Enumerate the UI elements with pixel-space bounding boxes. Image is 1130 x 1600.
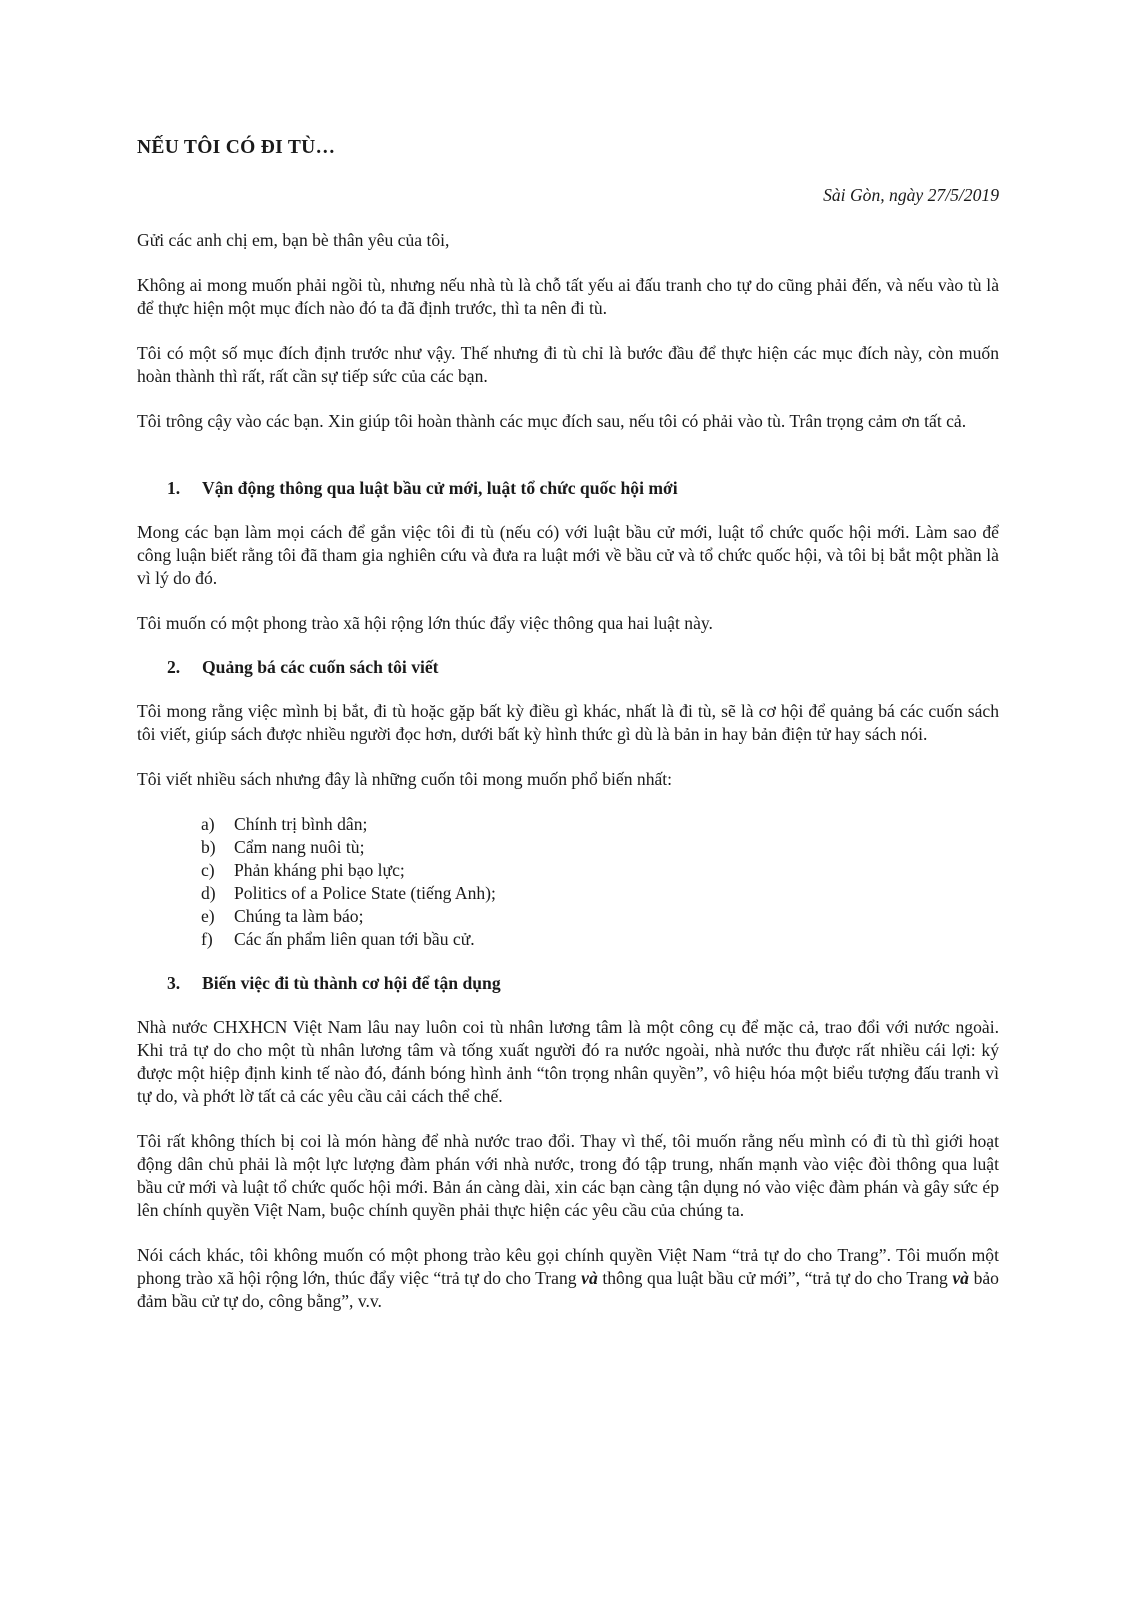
list-item-label: e) — [201, 906, 215, 926]
list-item-text: Chính trị bình dân; — [234, 814, 368, 834]
list-item — [201, 905, 999, 928]
list-item-text: Politics of a Police State (tiếng Anh); — [234, 883, 496, 903]
intro-paragraph-3: Tôi trông cậy vào các bạn. Xin giúp tôi hoàn thành các mục đích sau, nếu tôi có phải vào tù. Trân trọng cảm ơn tất cả. — [137, 411, 967, 431]
section-3-closing-paragraph — [137, 1244, 999, 1313]
list-item-label: c) — [201, 860, 215, 880]
list-item — [201, 813, 999, 836]
document-body — [137, 229, 999, 1335]
list-item — [201, 882, 999, 905]
section-number: 2. — [167, 657, 181, 677]
closing-text-1: Nói cách khác, tôi không muốn có một phong trào kêu gọi chính quyền Việt Nam “trả tự do cho Trang”. Tôi muốn một phong trào xã hội rộng lớn, thúc đẩy việc “trả tự do cho Trang — [137, 1245, 999, 1288]
book-list — [137, 813, 999, 951]
salutation: Gửi các anh chị em, bạn bè thân yêu của tôi, — [137, 230, 450, 250]
section-3-paragraph-2: Tôi rất không thích bị coi là món hàng để nhà nước trao đổi. Thay vì thế, tôi muốn rằng nếu mình có đi tù thì giới hoạt động dân chủ phải là một lực lượng đàm phán với nhà nước, trong đó tập trung, nhấn mạnh vào việc đòi thông qua luật bầu cử mới và luật tổ chức quốc hội mới. Bản án càng dài, xin các bạn càng tận dụng nó vào việc đàm phán và gây sức ép lên chính quyền Việt Nam, buộc chính quyền phải thực hiện các yêu cầu của chúng ta. — [137, 1131, 999, 1220]
section-title: Vận động thông qua luật bầu cử mới, luật tổ chức quốc hội mới — [202, 478, 678, 498]
document-title: NẾU TÔI CÓ ĐI TÙ… — [137, 137, 336, 158]
section-number: 1. — [167, 478, 181, 498]
closing-emphasis-2: và — [952, 1268, 969, 1288]
section-1-paragraph-2: Tôi muốn có một phong trào xã hội rộng lớn thúc đẩy việc thông qua hai luật này. — [137, 613, 713, 633]
list-item-label: a) — [201, 814, 215, 834]
list-item-text: Cẩm nang nuôi tù; — [234, 837, 365, 857]
dateline: Sài Gòn, ngày 27/5/2019 — [823, 185, 999, 205]
intro-paragraph-2: Tôi có một số mục đích định trước như vậy. Thế nhưng đi tù chỉ là bước đầu để thực hiện các mục đích này, còn muốn hoàn thành thì rất, rất cần sự tiếp sức của các bạn. — [137, 343, 999, 386]
section-2-heading — [137, 656, 999, 679]
list-item — [201, 928, 999, 951]
section-2-paragraph-2: Tôi viết nhiều sách nhưng đây là những cuốn tôi mong muốn phổ biến nhất: — [137, 769, 673, 789]
closing-text-3: bảo đảm bầu cử tự do, công bằng”, v.v. — [137, 1268, 999, 1311]
section-1-paragraph-1: Mong các bạn làm mọi cách để gắn việc tôi đi tù (nếu có) với luật bầu cử mới, luật tổ chức quốc hội mới. Làm sao để công luận biết rằng tôi đã tham gia nghiên cứu và đưa ra luật mới về bầu cử và tổ chức quốc hội, và tôi bị bắt một phần là vì lý do đó. — [137, 522, 999, 588]
list-item-label: b) — [201, 837, 216, 857]
intro-paragraph-1: Không ai mong muốn phải ngồi tù, nhưng nếu nhà tù là chỗ tất yếu ai đấu tranh cho tự do cũng phải đến, và nếu vào tù là để thực hiện một mục đích nào đó ta đã định trước, thì ta nên đi tù. — [137, 275, 999, 318]
section-2-paragraph-1: Tôi mong rằng việc mình bị bắt, đi tù hoặc gặp bất kỳ điều gì khác, nhất là đi tù, sẽ là cơ hội để quảng bá các cuốn sách tôi viết, giúp sách được nhiều người đọc hơn, dưới bất kỳ hình thức gì dù là bản in hay bản điện tử hay sách nói. — [137, 701, 999, 744]
closing-emphasis-1: và — [581, 1268, 598, 1288]
list-item-text: Chúng ta làm báo; — [234, 906, 364, 926]
closing-text-2: thông qua luật bầu cử mới”, “trả tự do cho Trang — [597, 1268, 953, 1288]
section-title: Biến việc đi tù thành cơ hội để tận dụng — [202, 973, 501, 993]
list-item-text: Phản kháng phi bạo lực; — [234, 860, 405, 880]
section-title: Quảng bá các cuốn sách tôi viết — [202, 657, 439, 677]
list-item — [201, 859, 999, 882]
list-item-text: Các ấn phẩm liên quan tới bầu cử. — [234, 929, 475, 949]
section-1-heading — [137, 477, 999, 500]
section-3-heading — [137, 972, 999, 995]
list-item-label: d) — [201, 883, 216, 903]
section-number: 3. — [167, 973, 181, 993]
list-item-label: f) — [201, 929, 213, 949]
section-3-paragraph-1: Nhà nước CHXHCN Việt Nam lâu nay luôn coi tù nhân lương tâm là một công cụ để mặc cả, trao đổi với nước ngoài. Khi trả tự do cho một tù nhân lương tâm và tống xuất người đó ra nước ngoài, nhà nước thu được rất nhiều cái lợi: ký được một hiệp định kinh tế nào đó, đánh bóng hình ảnh “tôn trọng nhân quyền”, vô hiệu hóa một biểu tượng đấu tranh vì tự do, và phớt lờ tất cả các yêu cầu cải cách thể chế. — [137, 1017, 999, 1106]
list-item — [201, 836, 999, 859]
